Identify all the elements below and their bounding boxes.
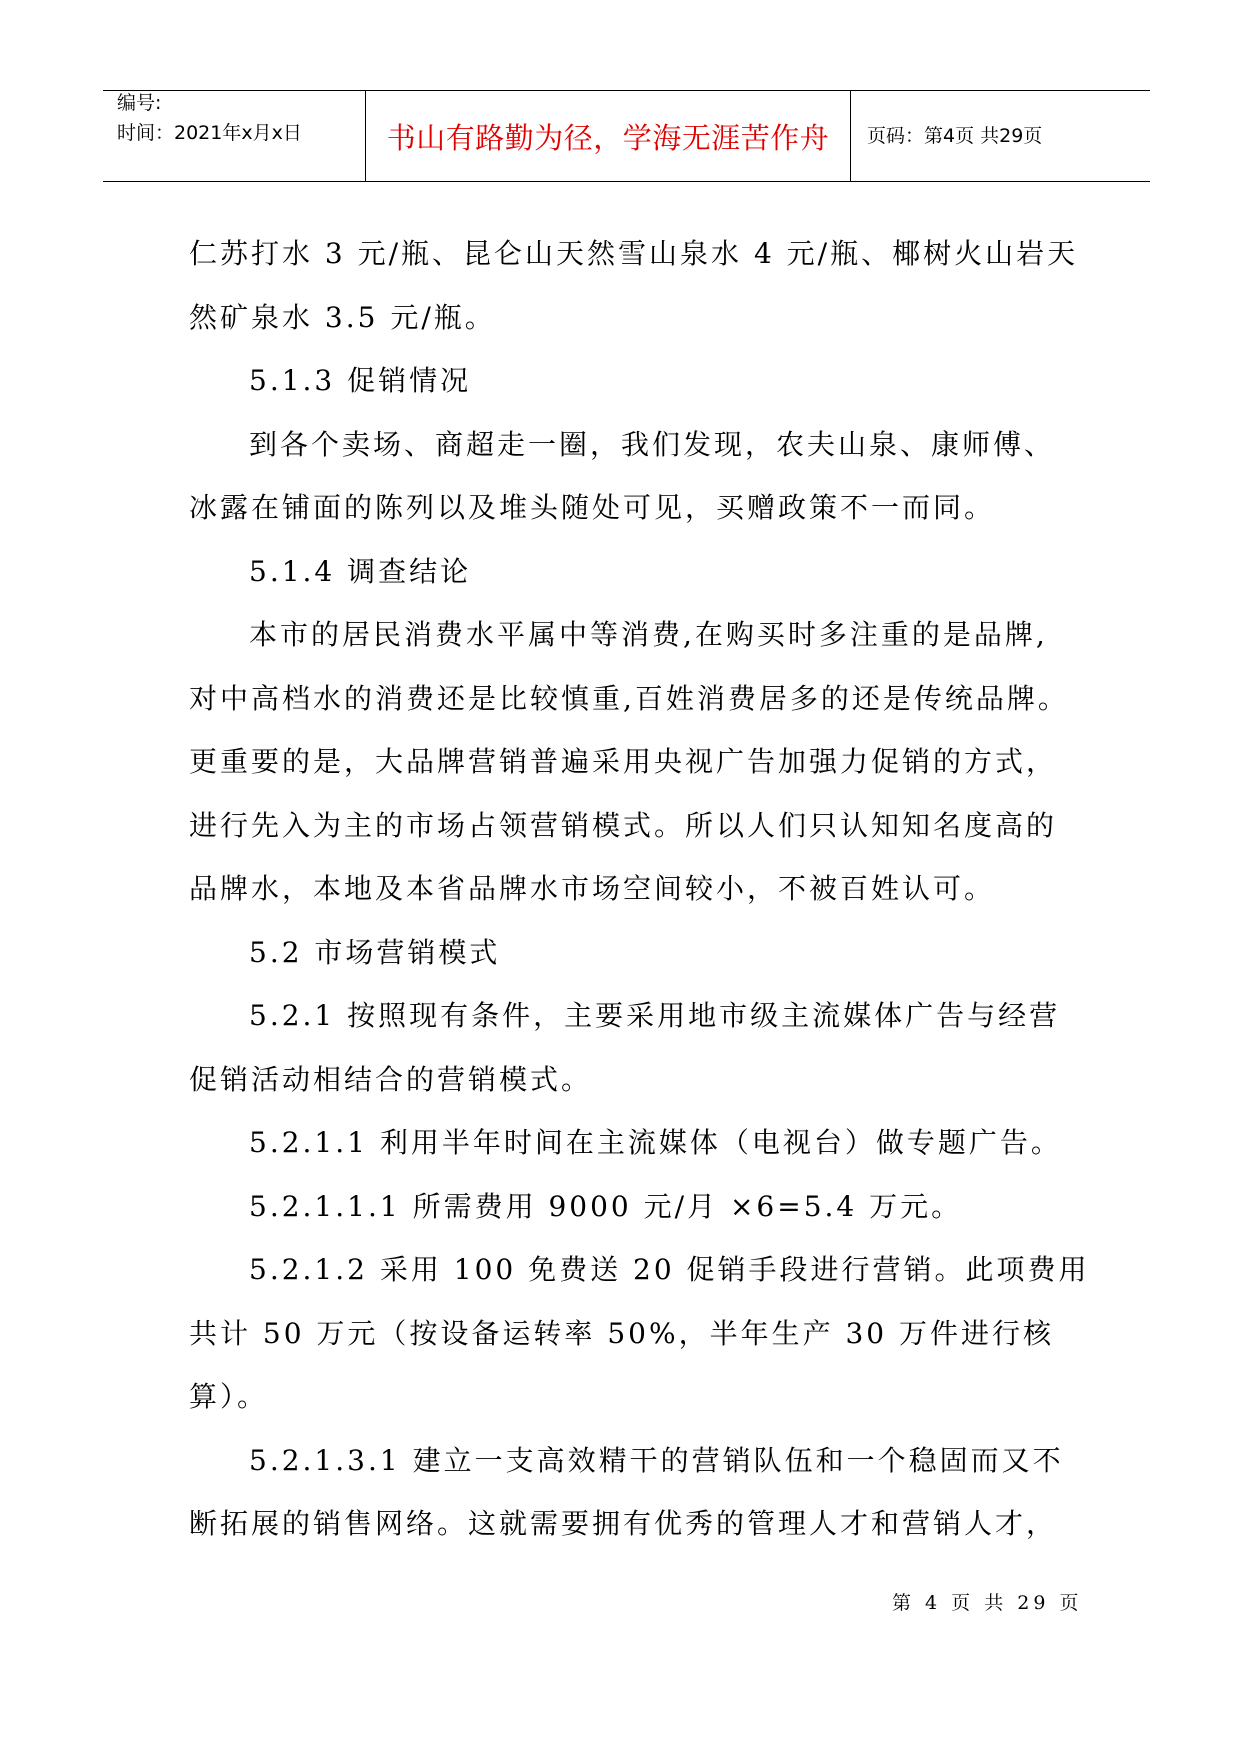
body-line: 5.2.1.1.1 所需费用 9000 元/月 ×6=5.4 万元。	[249, 1189, 963, 1223]
body-line: 到各个卖场、商超走一圈，我们发现，农夫山泉、康师傅、	[249, 427, 1056, 461]
body-line: 品牌水，本地及本省品牌水市场空间较小，不被百姓认可。	[189, 872, 996, 905]
header-meta-cell	[103, 91, 366, 181]
page-footer: 第 4 页 共 29 页	[892, 1592, 1083, 1614]
body-line: 本市的居民消费水平属中等消费,在购买时多注重的是品牌,	[249, 618, 1048, 651]
body-line: 算）。	[189, 1380, 269, 1413]
header-motto-cell	[366, 91, 851, 181]
body-line: 仁苏打水 3 元/瓶、昆仑山天然雪山泉水 4 元/瓶、椰树火山岩天	[189, 237, 1079, 270]
page-header	[103, 90, 1150, 182]
body-line: 5.2.1.1 利用半年时间在主流媒体（电视台）做专题广告。	[249, 1126, 1062, 1159]
section-heading: 5.2 市场营销模式	[249, 935, 501, 969]
body-line: 5.2.1.3.1 建立一支高效精干的营销队伍和一个稳固而又不	[249, 1443, 1064, 1477]
document-code-label: 编号:	[117, 92, 162, 114]
body-line: 更重要的是，大品牌营销普遍采用央视广告加强力促销的方式，	[189, 745, 1058, 778]
header-page-cell	[851, 91, 1150, 181]
section-heading: 5.1.3 促销情况	[249, 364, 472, 397]
section-heading: 5.1.4 调查结论	[249, 554, 472, 588]
body-line: 共计 50 万元（按设备运转率 50%，半年生产 30 万件进行核	[189, 1316, 1054, 1350]
header-page-info: 页码：第4页 共29页	[867, 124, 1043, 147]
body-line: 进行先入为主的市场占领营销模式。所以人们只认知知名度高的	[189, 808, 1058, 842]
body-line: 促销活动相结合的营销模式。	[189, 1062, 593, 1096]
body-line: 对中高档水的消费还是比较慎重,百姓消费居多的还是传统品牌。	[189, 681, 1069, 715]
body-line: 然矿泉水 3.5 元/瓶。	[189, 300, 496, 334]
document-body	[189, 222, 1090, 1556]
body-line: 5.2.1.2 采用 100 免费送 20 促销手段进行营销。此项费用	[249, 1253, 1090, 1286]
body-line: 5.2.1 按照现有条件，主要采用地市级主流媒体广告与经营	[249, 999, 1061, 1032]
body-line: 冰露在铺面的陈列以及堆头随处可见，买赠政策不一而同。	[189, 491, 996, 524]
document-time-label: 时间：2021年x月x日	[117, 122, 302, 144]
header-motto: 书山有路勤为径，学海无涯苦作舟	[386, 120, 830, 155]
body-line: 断拓展的销售网络。这就需要拥有优秀的管理人才和营销人才，	[189, 1507, 1058, 1540]
